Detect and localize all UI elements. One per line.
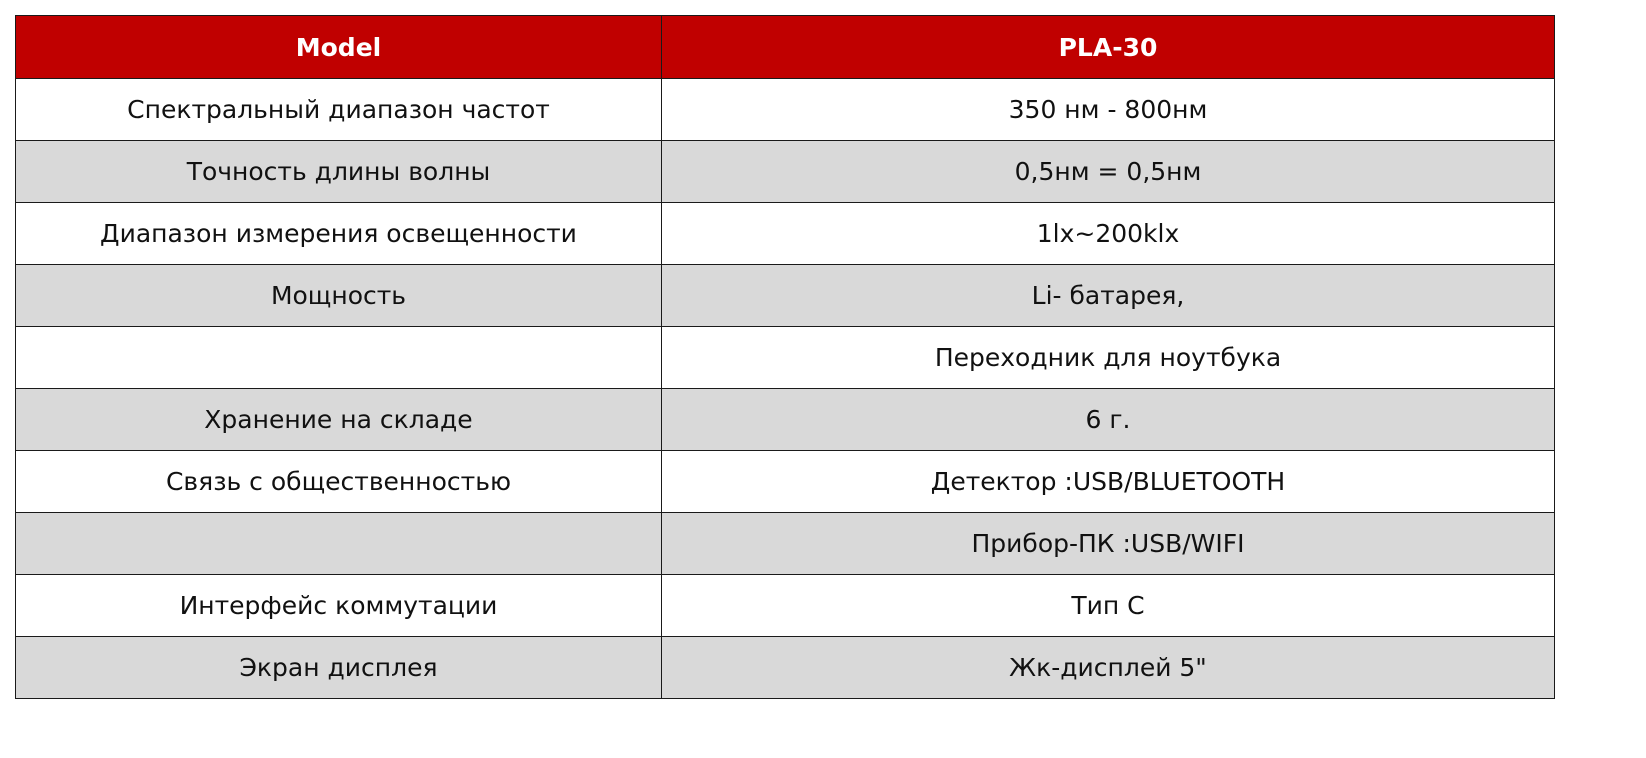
table-row [16, 575, 1555, 637]
table-row [16, 513, 1555, 575]
row-label [16, 513, 662, 575]
header-row [16, 16, 1555, 79]
row-value: Детектор :USB/BLUETOOTH [662, 451, 1555, 513]
spec-table [15, 15, 1555, 699]
row-label: Мощность [16, 265, 662, 327]
row-value: 6 г. [662, 389, 1555, 451]
table-row [16, 203, 1555, 265]
header-product: PLA-30 [662, 16, 1555, 79]
table-row [16, 79, 1555, 141]
table-row [16, 389, 1555, 451]
row-value: Жк-дисплей 5" [662, 637, 1555, 699]
row-label: Связь с общественностью [16, 451, 662, 513]
table-row [16, 141, 1555, 203]
row-label: Интерфейс коммутации [16, 575, 662, 637]
row-value: 350 нм - 800нм [662, 79, 1555, 141]
row-value: 0,5нм = 0,5нм [662, 141, 1555, 203]
row-value: Li- батарея, [662, 265, 1555, 327]
row-label: Спектральный диапазон частот [16, 79, 662, 141]
table-row [16, 451, 1555, 513]
table-body [16, 79, 1555, 699]
table-row [16, 265, 1555, 327]
row-value: 1lx~200klx [662, 203, 1555, 265]
row-label [16, 327, 662, 389]
row-label: Экран дисплея [16, 637, 662, 699]
table-header [16, 16, 1555, 79]
table-row [16, 327, 1555, 389]
row-value: Переходник для ноутбука [662, 327, 1555, 389]
row-value: Прибор-ПК :USB/WIFI [662, 513, 1555, 575]
row-label: Точность длины волны [16, 141, 662, 203]
row-label: Диапазон измерения освещенности [16, 203, 662, 265]
header-model: Model [16, 16, 662, 79]
table-row [16, 637, 1555, 699]
row-value: Тип С [662, 575, 1555, 637]
row-label: Хранение на складе [16, 389, 662, 451]
